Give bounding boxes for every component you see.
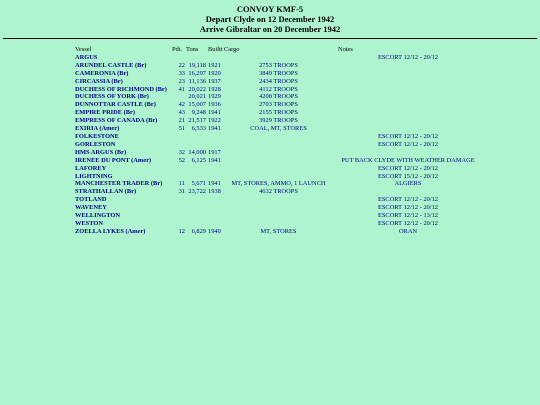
cell-vessel: ZOELLA LYKES (Amer)	[75, 227, 146, 235]
cell-notes: ESCORT 12/12 - 20/12	[377, 132, 439, 140]
cell-tons: 16,297	[188, 69, 206, 77]
cell-cargo	[224, 157, 333, 165]
cell-tons	[186, 196, 208, 204]
cell-tons: 6,533	[191, 125, 206, 133]
cell-tons	[186, 204, 208, 212]
table-row	[75, 149, 483, 157]
cell-notes	[333, 78, 483, 86]
header-divider	[3, 38, 537, 39]
cell-pdt	[172, 54, 186, 62]
cell-built	[208, 54, 224, 62]
cell-tons	[186, 173, 208, 181]
cell-notes: ESCORT 12/12 - 13/12	[377, 212, 439, 220]
cell-cargo	[224, 149, 333, 157]
cell-built: 1941	[208, 109, 221, 117]
cell-vessel: DUNNOTTAR CASTLE (Br)	[75, 101, 156, 109]
cell-notes: ESCORT 12/12 - 20/12	[377, 196, 439, 204]
cell-vessel: STRATHALLAN (Br)	[75, 188, 137, 196]
cell-vessel: ARUNDEL CASTLE (Br)	[75, 61, 147, 69]
cell-cargo: 2434 TROOPS	[259, 77, 298, 85]
col-header-tons: Tons	[186, 46, 199, 53]
cell-pdt	[172, 220, 186, 228]
cell-notes	[333, 70, 483, 78]
cell-notes	[333, 188, 483, 196]
convoy-header	[0, 0, 540, 34]
table-row	[75, 204, 483, 212]
cell-pdt	[172, 173, 186, 181]
cell-pdt	[172, 196, 186, 204]
convoy-table	[75, 46, 483, 236]
cell-built	[208, 204, 224, 212]
cell-vessel: LIGHTNING	[75, 172, 113, 180]
cell-pdt: 21	[178, 117, 185, 125]
cell-built: 1920	[208, 69, 221, 77]
cell-built: 1941	[208, 156, 221, 164]
cell-built: 1917	[208, 148, 221, 156]
cell-cargo: 3929 TROOPS	[259, 117, 298, 125]
cell-cargo: 2703 TROOPS	[259, 101, 298, 109]
table-row	[75, 165, 483, 173]
cell-notes: ESCORT 12/12 - 20/12	[377, 164, 439, 172]
cell-built	[208, 196, 224, 204]
cell-built: 1921	[208, 61, 221, 69]
cell-tons	[186, 212, 208, 220]
cell-tons: 6,829	[191, 227, 206, 235]
table-row	[75, 157, 483, 165]
cell-notes: ESCORT 12/12 - 20/12	[377, 140, 439, 148]
cell-built	[208, 133, 224, 141]
cell-cargo	[224, 173, 333, 181]
cell-built: 1922	[208, 117, 221, 125]
cell-vessel: CIRCASSIA (Br)	[75, 77, 123, 85]
cell-built: 1936	[208, 101, 221, 109]
cell-pdt	[172, 212, 186, 220]
cell-cargo	[224, 196, 333, 204]
cell-built	[208, 165, 224, 173]
table-row	[75, 86, 483, 94]
cell-built	[208, 212, 224, 220]
cell-built: 1941	[208, 125, 221, 133]
cell-cargo	[224, 54, 333, 62]
cell-tons: 21,517	[188, 117, 206, 125]
cell-notes: ORAN	[398, 227, 418, 235]
table-row	[75, 101, 483, 109]
cell-pdt: 23	[178, 77, 185, 85]
cell-vessel: DUCHESS OF YORK (Br)	[75, 93, 149, 101]
col-header-cargo: Cargo	[224, 46, 240, 53]
cell-tons	[186, 165, 208, 173]
cell-built	[208, 141, 224, 149]
cell-pdt: 22	[178, 61, 185, 69]
table-row	[75, 117, 483, 125]
cell-tons: 5,671	[191, 180, 206, 188]
cell-pdt: 52	[178, 156, 185, 164]
cell-cargo	[224, 141, 333, 149]
cell-pdt	[172, 204, 186, 212]
cell-tons: 23,722	[188, 188, 206, 196]
cell-vessel: GORLESTON	[75, 140, 116, 148]
cell-cargo: 3849 TROOPS	[259, 69, 298, 77]
table-row	[75, 212, 483, 220]
cell-vessel: FOLKESTONE	[75, 132, 119, 140]
cell-vessel: EXIRIA (Amer)	[75, 125, 120, 133]
cell-built: 1941	[208, 180, 221, 188]
table-row	[75, 133, 483, 141]
table-row	[75, 141, 483, 149]
col-header-built: Builtt	[208, 46, 223, 53]
cell-vessel: CAMERONIA (Br)	[75, 69, 129, 77]
cell-notes: ALGIERS	[394, 180, 422, 188]
cell-built: 1929	[208, 93, 221, 101]
cell-built: 1928	[208, 85, 221, 93]
cell-vessel: EMPIRE PRIDE (Br)	[75, 109, 135, 117]
cell-vessel: ARGUS	[75, 53, 98, 61]
cell-pdt: 42	[178, 101, 185, 109]
cell-built: 1938	[208, 188, 221, 196]
cell-pdt: 31	[178, 188, 185, 196]
cell-notes	[333, 86, 483, 94]
table-row	[75, 180, 483, 188]
cell-tons: 6,125	[191, 156, 206, 164]
cell-cargo: 2155 TROOPS	[259, 109, 298, 117]
cell-notes	[333, 117, 483, 125]
table-row	[75, 220, 483, 228]
cell-vessel: WESTON	[75, 219, 103, 227]
table-row	[75, 196, 483, 204]
cell-cargo	[224, 165, 333, 173]
table-row	[75, 188, 483, 196]
cell-tons	[186, 54, 208, 62]
cell-cargo: MT, STORES	[260, 227, 297, 235]
cell-tons: 11,136	[188, 77, 206, 85]
cell-cargo	[224, 133, 333, 141]
table-row	[75, 70, 483, 78]
table-row	[75, 125, 483, 133]
table-row	[75, 93, 483, 101]
cell-notes: ESCORT 12/12 - 20/12	[377, 53, 439, 61]
cell-cargo: 2753 TROOPS	[259, 61, 298, 69]
table-row	[75, 78, 483, 86]
cell-cargo: 4632 TROOPS	[259, 188, 298, 196]
cell-tons: 20,022	[188, 85, 206, 93]
cell-notes: PUT BACK CLYDE WITH WEATHER DAMAGE	[341, 156, 475, 164]
depart-line: Depart Clyde on 12 December 1942	[205, 14, 335, 24]
cell-tons: 19,118	[188, 61, 206, 69]
convoy-title: CONVOY KMF-5	[236, 4, 304, 14]
cell-built	[208, 173, 224, 181]
cell-tons: 9,248	[191, 109, 206, 117]
cell-notes: ESCORT 12/12 - 20/12	[377, 219, 439, 227]
col-header-pdt: Pdt.	[172, 46, 183, 53]
table-body	[75, 54, 483, 236]
cell-notes	[333, 101, 483, 109]
cell-pdt	[172, 133, 186, 141]
table-header-row	[75, 46, 483, 54]
cell-vessel: IRENEE DU PONT (Amer)	[75, 156, 152, 164]
cell-cargo	[224, 204, 333, 212]
cell-vessel: DUCHESS OF RICHMOND (Br)	[75, 85, 167, 93]
cell-cargo: COAL, MT, STORES	[250, 125, 307, 133]
cell-built: 1940	[208, 227, 221, 235]
cell-notes	[333, 125, 483, 133]
cell-pdt: 12	[178, 227, 185, 235]
cell-pdt: 43	[178, 109, 185, 117]
cell-vessel: MANCHESTER TRADER (Br)	[75, 180, 163, 188]
table-row	[75, 109, 483, 117]
cell-vessel: LAFOREY	[75, 164, 107, 172]
cell-pdt	[172, 165, 186, 173]
cell-pdt: 51	[178, 125, 185, 133]
cell-tons: 20,021	[188, 93, 206, 101]
cell-tons	[186, 133, 208, 141]
cell-pdt	[172, 141, 186, 149]
table-row	[75, 173, 483, 181]
cell-vessel: WAVENEY	[75, 204, 107, 212]
cell-notes	[333, 93, 483, 101]
table-row	[75, 228, 483, 236]
table-row	[75, 54, 483, 62]
cell-built	[208, 220, 224, 228]
cell-tons	[186, 141, 208, 149]
cell-notes	[333, 109, 483, 117]
cell-cargo	[224, 212, 333, 220]
cell-vessel: HMS ARGUS (Br)	[75, 148, 127, 156]
cell-pdt: 33	[178, 69, 185, 77]
cell-notes: ESCORT 12/12 - 20/12	[377, 204, 439, 212]
cell-tons	[186, 220, 208, 228]
cell-tons: 15,007	[188, 101, 206, 109]
cell-tons: 14,000	[188, 148, 206, 156]
col-header-vessel: Vessel	[75, 46, 92, 53]
cell-cargo: 4112 TROOPS	[259, 85, 298, 93]
cell-vessel: EMPRESS OF CANADA (Br)	[75, 117, 158, 125]
cell-vessel: WELLINGTON	[75, 212, 120, 220]
cell-pdt: 41	[178, 85, 185, 93]
cell-cargo: 4208 TROOPS	[259, 93, 298, 101]
cell-pdt: 32	[178, 148, 185, 156]
cell-pdt: 11	[178, 180, 185, 188]
cell-pdt	[172, 93, 186, 101]
table-row	[75, 62, 483, 70]
cell-notes: ESCORT 15/12 - 20/12	[377, 172, 439, 180]
cell-notes	[333, 62, 483, 70]
col-header-notes: Notes	[338, 46, 353, 53]
arrive-line: Arrive Gibraltar on 20 December 1942	[199, 24, 341, 34]
cell-notes	[333, 149, 483, 157]
cell-built: 1937	[208, 77, 221, 85]
cell-cargo: MT, STORES, AMMO, 1 LAUNCH	[231, 180, 326, 188]
cell-vessel: TOTLAND	[75, 196, 107, 204]
cell-cargo	[224, 220, 333, 228]
